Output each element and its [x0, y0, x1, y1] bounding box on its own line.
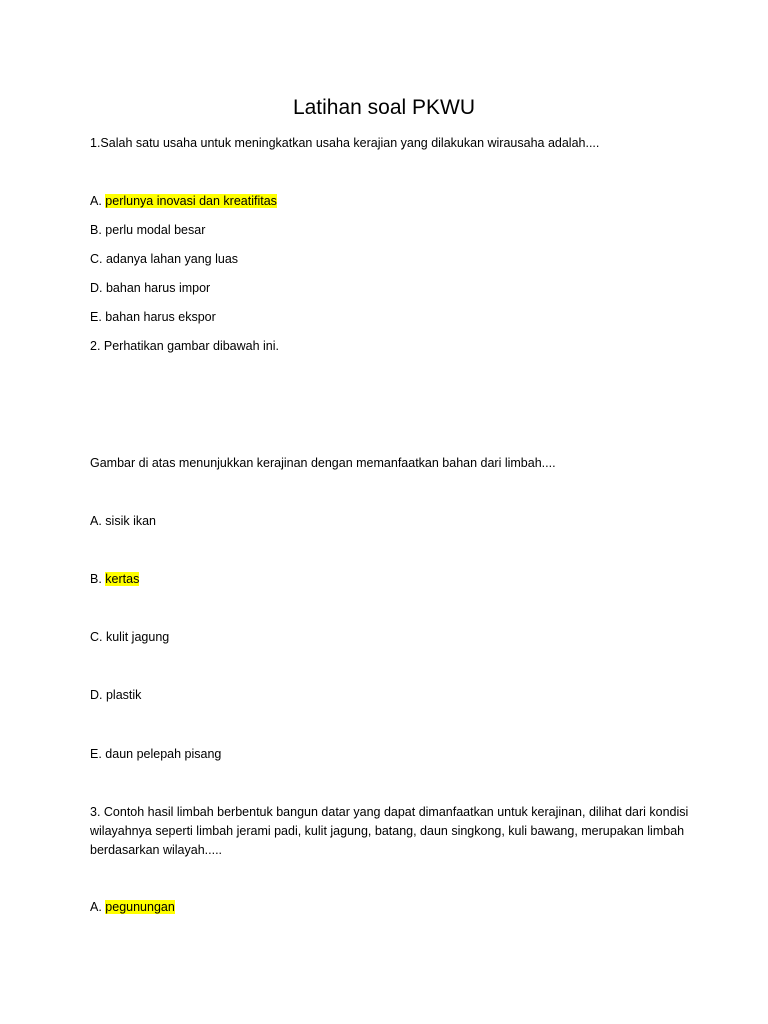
- highlighted-answer: perlunya inovasi dan kreatifitas: [105, 194, 277, 208]
- q2-option-b: [90, 570, 700, 588]
- option-text: plastik: [105, 688, 142, 702]
- option-text: kulit jagung: [105, 630, 170, 644]
- option-text: bahan harus ekspor: [105, 310, 216, 324]
- option-prefix: E.: [90, 747, 106, 761]
- option-text: daun pelepah pisang: [105, 747, 222, 761]
- question-2-text: Gambar di atas menunjukkan kerajinan dengan memanfaatkan bahan dari limbah....: [90, 456, 556, 470]
- q2-option-a: [90, 512, 700, 530]
- q1-option-d: [90, 279, 700, 297]
- q2-option-d: [90, 686, 700, 704]
- q3-option-a: [90, 898, 700, 916]
- option-prefix: E.: [90, 310, 106, 324]
- option-prefix: A.: [90, 514, 106, 528]
- q1-option-c: [90, 250, 700, 268]
- q1-option-a: [90, 192, 700, 210]
- q1-option-e: [90, 308, 700, 326]
- option-prefix: D.: [90, 281, 106, 295]
- option-prefix: B.: [90, 572, 106, 586]
- option-text: bahan harus impor: [105, 281, 211, 295]
- option-prefix: D.: [90, 688, 106, 702]
- document-title: Latihan soal PKWU: [292, 96, 476, 119]
- option-text: adanya lahan yang luas: [105, 252, 239, 266]
- option-text: perlu modal besar: [105, 223, 206, 237]
- option-text: sisik ikan: [105, 514, 157, 528]
- question-1-text: 1.Salah satu usaha untuk meningkatkan usaha kerajian yang dilakukan wirausaha adalah....: [90, 136, 600, 150]
- question-3-text: 3. Contoh hasil limbah berbentuk bangun datar yang dapat dimanfaatkan untuk kerajinan, dilihat dari kondisi wilayahnya seperti limbah jerami padi, kulit jagung, batang, daun singkong, kuli bawang, merupakan limbah berdasarkan wilayah.....: [90, 805, 689, 857]
- option-prefix: C.: [90, 630, 106, 644]
- highlighted-answer: kertas: [105, 572, 140, 586]
- option-prefix: A.: [90, 194, 106, 208]
- option-prefix: B.: [90, 223, 106, 237]
- highlighted-answer: pegunungan: [105, 900, 175, 914]
- question-2-intro: 2. Perhatikan gambar dibawah ini.: [90, 339, 280, 353]
- q2-option-e: [90, 745, 700, 763]
- option-prefix: A.: [90, 900, 106, 914]
- q1-option-b: [90, 221, 700, 239]
- q2-option-c: [90, 628, 700, 646]
- option-prefix: C.: [90, 252, 106, 266]
